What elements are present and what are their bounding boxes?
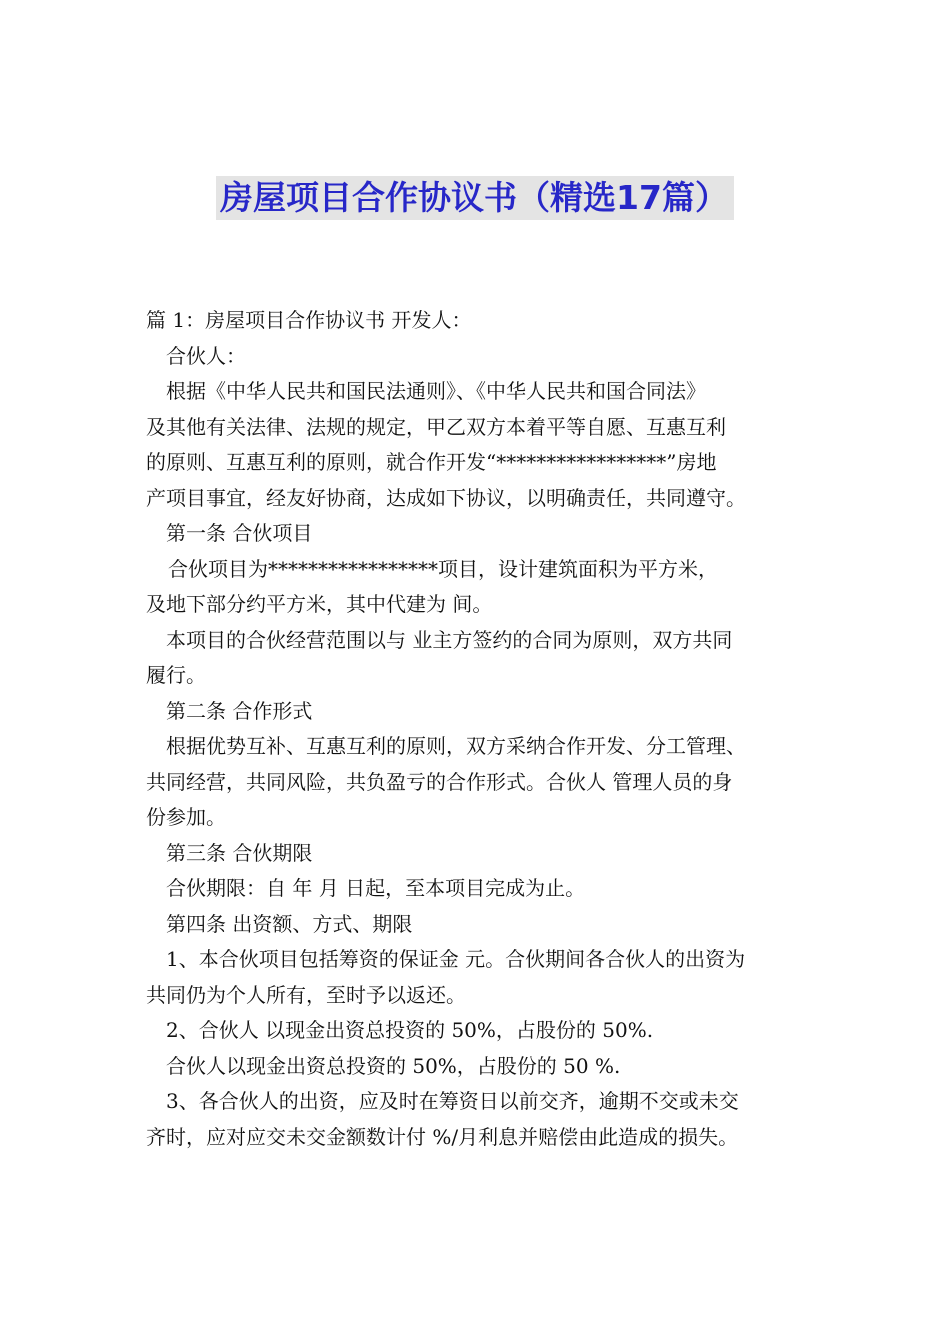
body-line: 合伙项目为*****************项目，设计建筑面积为平方米，: [168, 556, 718, 581]
body-line: 第四条 出资额、方式、期限: [166, 911, 413, 936]
body-line: 共同经营，共同风险，共负盈亏的合作形式。合伙人 管理人员的身: [146, 769, 733, 794]
title-container: [0, 176, 950, 220]
body-line: 份参加。: [146, 805, 226, 829]
body-line: 产项目事宜，经友好协商，达成如下协议，以明确责任，共同遵守。: [146, 485, 746, 510]
body-line: 及地下部分约平方米，其中代建为 间。: [146, 592, 493, 616]
document-title: 房屋项目合作协议书（精选17篇）: [216, 176, 734, 220]
body-line: 篇 1：房屋项目合作协议书 开发人：: [146, 308, 472, 332]
body-line: 合伙人以现金出资总投资的 50%，占股份的 50 %.: [166, 1053, 621, 1078]
body-line: 第一条 合伙项目: [166, 521, 313, 545]
body-line: 根据《中华人民共和国民法通则》、《中华人民共和国合同法》: [166, 379, 706, 403]
body-line: 1、本合伙项目包括筹资的保证金 元。合伙期间各合伙人的出资为: [166, 947, 746, 971]
body-line: 齐时，应对应交未交金额数计付 %/月利息并赔偿由此造成的损失。: [146, 1124, 739, 1149]
body-line: 3、各合伙人的出资，应及时在筹资日以前交齐，逾期不交或未交: [166, 1089, 739, 1113]
body-line: 及其他有关法律、法规的规定，甲乙双方本着平等自愿、互惠互利: [146, 414, 726, 439]
body-line: 履行。: [146, 663, 206, 687]
body-line: 合伙期限：自 年 月 日起，至本项目完成为止。: [166, 876, 586, 900]
body-line: 根据优势互补、互惠互利的原则，双方采纳合作开发、分工管理、: [166, 734, 746, 758]
body-line: 本项目的合伙经营范围以与 业主方签约的合同为原则，双方共同: [166, 627, 733, 652]
body-line: 第二条 合作形式: [166, 698, 313, 723]
document-body: [146, 303, 811, 1155]
body-line: 2、合伙人 以现金出资总投资的 50%，占股份的 50%.: [166, 1018, 654, 1042]
body-line: 第三条 合伙期限: [166, 840, 313, 865]
body-line: 合伙人：: [166, 343, 246, 368]
body-line: 共同仍为个人所有，至时予以返还。: [146, 982, 466, 1007]
body-line: 的原则、互惠互利的原则，就合作开发“*****************”房地: [146, 450, 717, 474]
